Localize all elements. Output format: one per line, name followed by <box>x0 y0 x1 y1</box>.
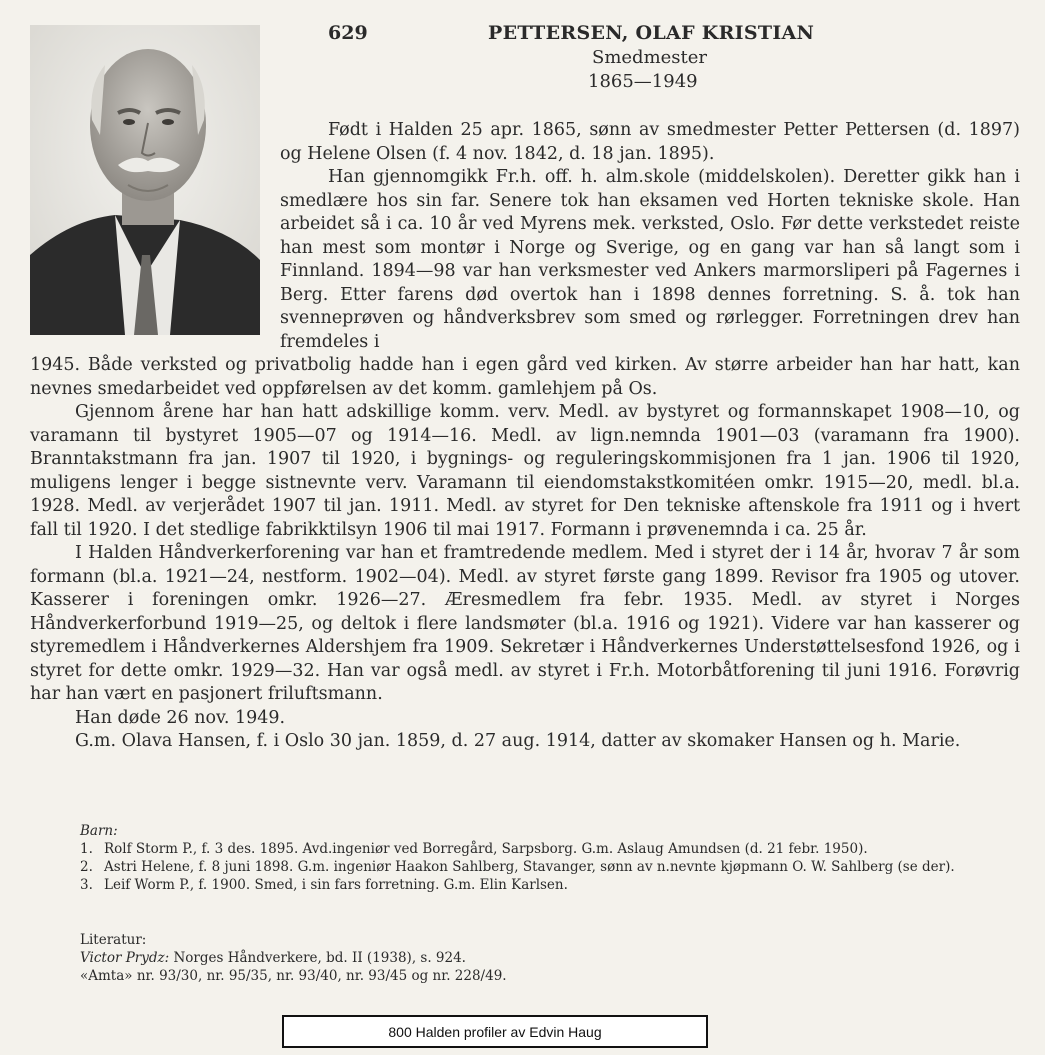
list-text: Rolf Storm P., f. 3 des. 1895. Avd.ingeniør ved Borregård, Sarpsborg. G.m. Aslaug Amundsen (d. 21 febr. 1950). <box>104 841 868 857</box>
literature-work: Norges Håndverkere, bd. II (1938), s. 924. <box>169 950 466 966</box>
paragraph-association: I Halden Håndverkerforening var han et framtredende medlem. Med i styret der i 14 år, hvorav 7 år som formann (bl.a. 1921—24, nestform. 1902—04). Medl. av styret første gang 1899. Revisor fra 1905 og utover. Kasserer i foreningen omkr. 1926—27. Æresmedlem fra febr. 1935. Medl. av styret i Norges Håndverkerforbund 1919—25, og deltok i flere landsmøter (bl.a. 1916 og 1921). Videre var han kasserer og styremedlem i Håndverkernes Aldershjem fra 1909. Sekretær i Håndverkernes Understøttelsesfond 1926, og i styret for dette omkr. 1929—32. Han var også medl. av styret i Fr.h. Motorbåtforening til juni 1916. Forøvrig har han vært en pasjonert friluftsmann. <box>30 543 1020 704</box>
list-number: 3. <box>80 877 93 893</box>
paragraph-career: Han gjennomgikk Fr.h. off. h. alm.skole (middelskolen). Deretter gikk han i smedlære hos sin far. Senere tok han eksamen ved Horten tekniske skole. Han arbeidet så i ca. 10 år ved Myrens mek. verksted, Oslo. Før dette verkstedet reiste han mest som montør i Norge og Sverige, og en gang var han så langt som i Finnland. 1894—98 var han verksmester ved Ankers marmorsliperi på Fagernes i Berg. Etter farens død overtok han i 1898 dennes forretning. S. å. tok han svenneprøven og håndverksbrev som smed og rørlegger. Forretningen drev han fremdeles i <box>280 167 1020 352</box>
children-section <box>80 822 1020 894</box>
literature-section <box>80 931 1020 985</box>
list-number: 2. <box>80 859 93 875</box>
children-heading: Barn: <box>80 823 118 839</box>
list-item <box>80 840 1020 858</box>
footer-caption <box>282 1015 708 1048</box>
paragraph-marriage: G.m. Olava Hansen, f. i Oslo 30 jan. 1859, d. 27 aug. 1914, datter av skomaker Hansen og h. Marie. <box>75 731 961 751</box>
paragraph-municipal: Gjennom årene har han hatt adskillige komm. verv. Medl. av bystyret og formannskapet 1908—10, og varamann til bystyret 1905—07 og 1914—16. Medl. av lign.nemnda 1901—03 (varamann fra 1900). Branntakstmann fra jan. 1907 til 1920, i bygnings- og reguleringskommisjonen fra 1 jan. 1906 til 1920, muligens lenger i begge sistnevnte verv. Varamann til eiendomstakstkomitéen omkr. 1915—20, medl. bl.a. 1928. Medl. av verjerådet 1907 til jan. 1911. Medl. av styret for Den tekniske aftenskole fra 1911 og i hvert fall til 1920. I det stedlige fabrikktilsyn 1906 til mai 1917. Formann i prøvenemnda i ca. 25 år. <box>30 402 1020 540</box>
list-item <box>80 858 1020 876</box>
paragraph-death: Han døde 26 nov. 1949. <box>75 707 286 728</box>
paragraph-career-continued: 1945. Både verksted og privatbolig hadde han i egen gård ved kirken. Av større arbeider han har hatt, kan nevnes smedarbeidet ved oppførelsen av det komm. gamlehjem på Os. <box>30 355 1020 399</box>
list-item <box>80 876 1020 894</box>
biography-text <box>30 119 1020 754</box>
text-beside-photo <box>30 119 1020 354</box>
list-text: Leif Worm P., f. 1900. Smed, i sin fars forretning. G.m. Elin Karlsen. <box>104 877 568 893</box>
page-number: 629 <box>328 22 368 44</box>
literature-amta: «Amta» nr. 93/30, nr. 95/35, nr. 93/40, nr. 93/45 og nr. 228/49. <box>80 968 507 984</box>
person-name: PETTERSEN, OLAF KRISTIAN <box>488 22 815 44</box>
footer-label: 800 Halden profiler av Edvin Haug <box>388 1023 602 1040</box>
literature-heading: Literatur: <box>80 932 147 948</box>
literature-entry <box>80 949 1020 967</box>
list-number: 1. <box>80 841 93 857</box>
list-text: Astri Helene, f. 8 juni 1898. G.m. ingeniør Haakon Sahlberg, Stavanger, sønn av n.nevnte kjøpmann O. W. Sahlberg (se der). <box>104 859 955 875</box>
profession: Smedmester <box>592 47 708 68</box>
paragraph-birth: Født i Halden 25 apr. 1865, sønn av smedmester Petter Pettersen (d. 1897) og Helene Olsen (f. 4 nov. 1842, d. 18 jan. 1895). <box>280 120 1020 164</box>
life-years: 1865—1949 <box>588 71 698 92</box>
literature-author: Victor Prydz: <box>80 950 170 966</box>
